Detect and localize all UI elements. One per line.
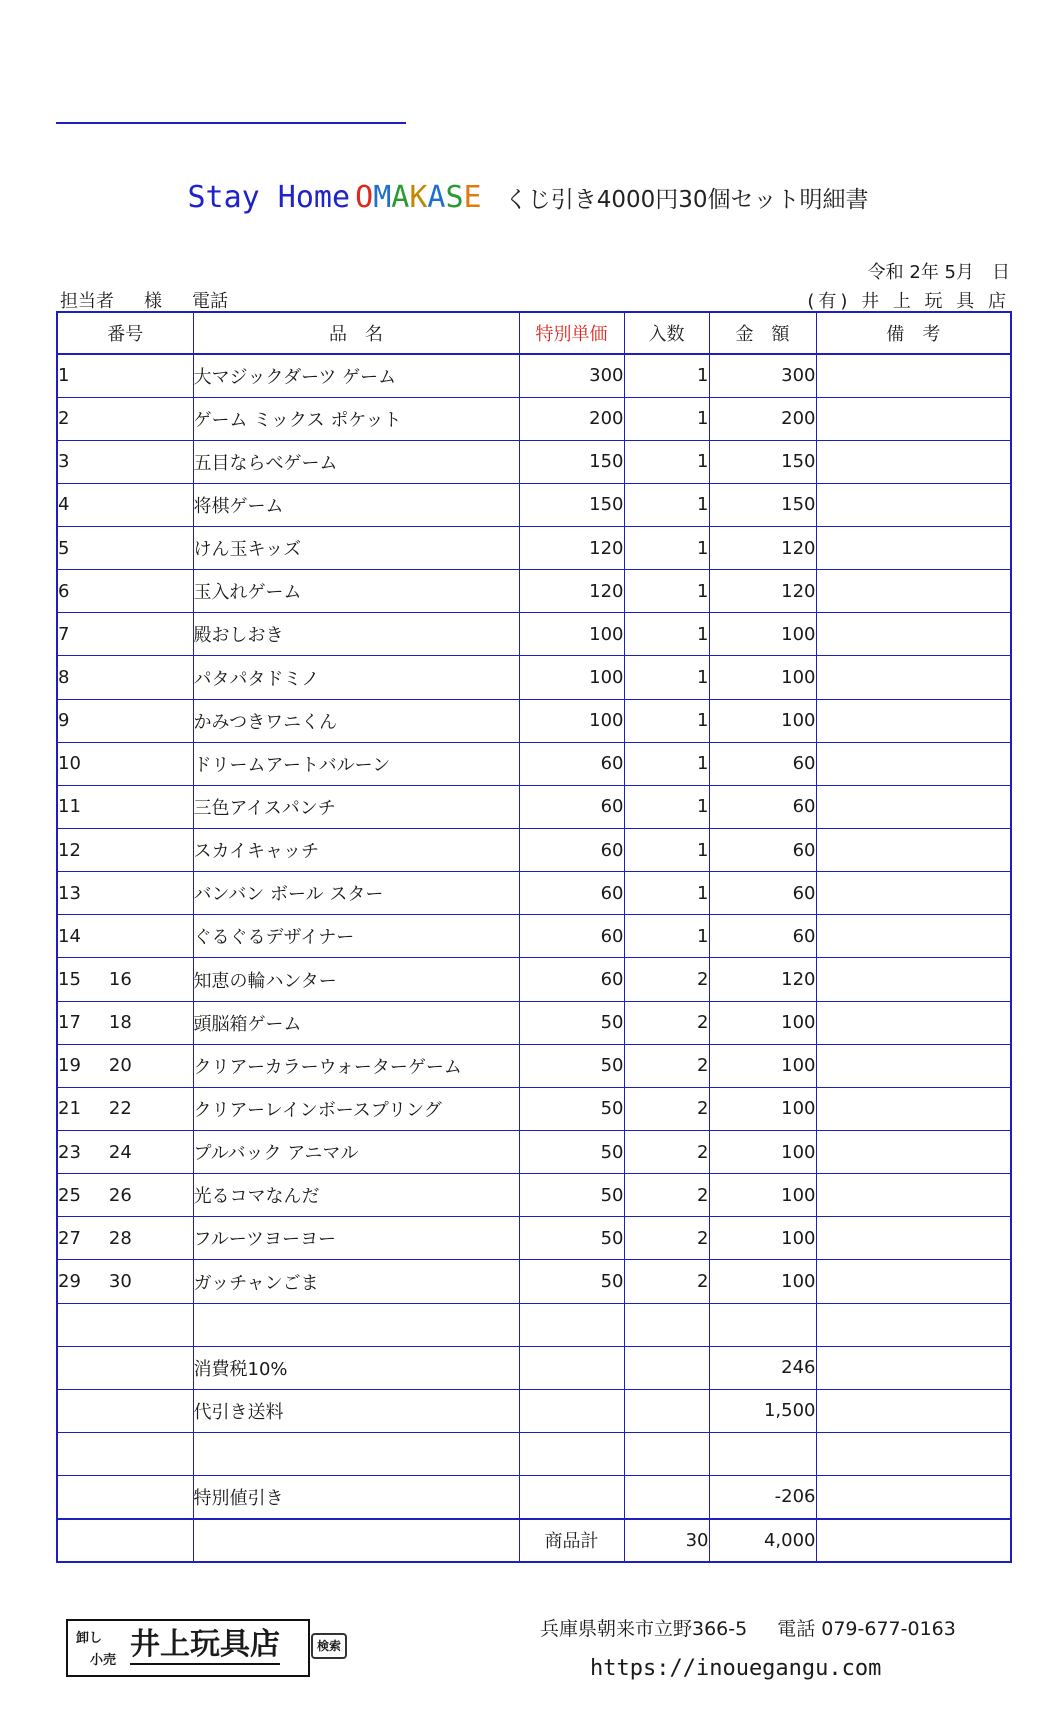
- logo-retail: 小売: [90, 1653, 117, 1668]
- row-amount: 150: [709, 440, 816, 483]
- row-price: 60: [519, 785, 624, 828]
- sama-label: 様: [144, 291, 162, 312]
- row-qty: 2: [624, 1044, 709, 1087]
- table-row: [57, 397, 1011, 440]
- table-row: [57, 613, 1011, 656]
- summary-row: [57, 1433, 1011, 1476]
- row-number-1: 25: [58, 1184, 81, 1206]
- row-qty: 1: [624, 872, 709, 915]
- row-price: 50: [519, 1174, 624, 1217]
- row-number: [57, 483, 193, 526]
- row-price: 150: [519, 440, 624, 483]
- row-qty: 1: [624, 699, 709, 742]
- summary-remarks: [816, 1346, 1011, 1389]
- row-number-1: 21: [58, 1098, 81, 1120]
- row-number-1: 12: [58, 839, 81, 861]
- recipient-line: [60, 287, 258, 313]
- row-remarks: [816, 1001, 1011, 1044]
- row-number: [57, 742, 193, 785]
- row-price: 200: [519, 397, 624, 440]
- row-remarks: [816, 1174, 1011, 1217]
- omakase-letter: A: [427, 180, 446, 215]
- row-number-1: 6: [58, 580, 70, 602]
- table-row: [57, 872, 1011, 915]
- row-remarks: [816, 1217, 1011, 1260]
- summary-remarks: [816, 1389, 1011, 1432]
- summary-label: 特別値引き: [193, 1476, 519, 1519]
- summary-amount: 246: [709, 1346, 816, 1389]
- row-item-name: バンバン ボール スター: [193, 872, 519, 915]
- row-item-name: 頭脳箱ゲーム: [193, 1001, 519, 1044]
- summary-remarks: [816, 1433, 1011, 1476]
- table-row: [57, 570, 1011, 613]
- shop-address: 兵庫県朝来市立野366-5: [540, 1618, 748, 1640]
- table-row: [57, 785, 1011, 828]
- row-price: 60: [519, 872, 624, 915]
- total-number: [57, 1519, 193, 1562]
- omakase-letter: E: [463, 180, 482, 215]
- row-qty: 1: [624, 397, 709, 440]
- col-number: 番号: [57, 312, 193, 354]
- summary-amount: -206: [709, 1476, 816, 1519]
- summary-price: [519, 1433, 624, 1476]
- row-qty: 1: [624, 354, 709, 397]
- row-qty: 2: [624, 1217, 709, 1260]
- row-number-1: 11: [58, 796, 81, 818]
- row-number: [57, 785, 193, 828]
- row-number: [57, 656, 193, 699]
- row-number-1: 14: [58, 925, 81, 947]
- row-amount: 120: [709, 527, 816, 570]
- search-button[interactable]: 検索: [311, 1633, 347, 1659]
- row-qty: 1: [624, 570, 709, 613]
- summary-label: 代引き送料: [193, 1389, 519, 1432]
- row-remarks: [816, 872, 1011, 915]
- row-qty: 1: [624, 915, 709, 958]
- summary-qty: [624, 1303, 709, 1346]
- shop-name: (有) 井 上 玩 具 店: [807, 291, 1010, 312]
- table-row: [57, 440, 1011, 483]
- row-qty: 2: [624, 1174, 709, 1217]
- row-price: 50: [519, 1044, 624, 1087]
- row-number-1: 13: [58, 882, 81, 904]
- title-stay-home: Stay Home: [187, 180, 351, 215]
- omakase-letter: M: [373, 180, 392, 215]
- row-qty: 2: [624, 958, 709, 1001]
- row-number: [57, 354, 193, 397]
- summary-price: [519, 1346, 624, 1389]
- summary-label: [193, 1303, 519, 1346]
- row-item-name: ガッチャンごま: [193, 1260, 519, 1303]
- row-amount: 100: [709, 1087, 816, 1130]
- row-number-1: 8: [58, 667, 70, 689]
- row-number: [57, 915, 193, 958]
- row-number-1: 29: [58, 1271, 81, 1293]
- summary-number: [57, 1389, 193, 1432]
- shop-phone: 電話 079-677-0163: [777, 1618, 956, 1640]
- row-price: 50: [519, 1217, 624, 1260]
- row-qty: 1: [624, 829, 709, 872]
- row-number-1: 3: [58, 451, 70, 473]
- issue-date: 令和 2年 5月 日: [867, 262, 1010, 283]
- row-amount: 120: [709, 570, 816, 613]
- row-number: [57, 1044, 193, 1087]
- row-amount: 200: [709, 397, 816, 440]
- row-price: 50: [519, 1001, 624, 1044]
- row-number-1: 27: [58, 1227, 81, 1249]
- row-qty: 2: [624, 1260, 709, 1303]
- row-amount: 300: [709, 354, 816, 397]
- row-remarks: [816, 1087, 1011, 1130]
- row-remarks: [816, 1044, 1011, 1087]
- row-amount: 100: [709, 699, 816, 742]
- table-row: [57, 1131, 1011, 1174]
- title-rest: くじ引き4000円30個セット明細書: [504, 187, 869, 213]
- person-label: 担当者: [60, 291, 114, 312]
- row-remarks: [816, 958, 1011, 1001]
- row-number-2: 18: [108, 1012, 132, 1034]
- row-amount: 150: [709, 483, 816, 526]
- summary-remarks: [816, 1476, 1011, 1519]
- summary-number: [57, 1303, 193, 1346]
- table-row: [57, 1217, 1011, 1260]
- row-item-name: クリアーカラーウォーターゲーム: [193, 1044, 519, 1087]
- row-amount: 100: [709, 1174, 816, 1217]
- row-number-1: 7: [58, 623, 70, 645]
- summary-qty: [624, 1346, 709, 1389]
- omakase-letter: S: [445, 180, 464, 215]
- row-number: [57, 1174, 193, 1217]
- row-qty: 1: [624, 613, 709, 656]
- summary-amount: [709, 1433, 816, 1476]
- logo-shop-name: 井上玩具店: [130, 1627, 280, 1665]
- table-row: [57, 656, 1011, 699]
- summary-amount: 1,500: [709, 1389, 816, 1432]
- row-item-name: ドリームアートバルーン: [193, 742, 519, 785]
- row-qty: 1: [624, 527, 709, 570]
- row-price: 100: [519, 656, 624, 699]
- row-qty: 2: [624, 1131, 709, 1174]
- row-amount: 100: [709, 1217, 816, 1260]
- row-price: 50: [519, 1131, 624, 1174]
- title-omakase: [355, 180, 481, 215]
- row-number: [57, 1131, 193, 1174]
- row-amount: 60: [709, 829, 816, 872]
- omakase-letter: O: [355, 180, 374, 215]
- row-remarks: [816, 440, 1011, 483]
- summary-row: [57, 1389, 1011, 1432]
- row-item-name: ゲーム ミックス ポケット: [193, 397, 519, 440]
- row-amount: 100: [709, 1260, 816, 1303]
- row-item-name: 玉入れゲーム: [193, 570, 519, 613]
- row-price: 60: [519, 958, 624, 1001]
- omakase-letter: K: [409, 180, 428, 215]
- shop-url[interactable]: https://inouegangu.com: [590, 1656, 882, 1681]
- row-price: 60: [519, 829, 624, 872]
- row-price: 50: [519, 1260, 624, 1303]
- row-number: [57, 1260, 193, 1303]
- row-qty: 1: [624, 785, 709, 828]
- row-number-1: 9: [58, 710, 70, 732]
- row-number: [57, 829, 193, 872]
- phone-label: 電話: [192, 291, 228, 312]
- summary-price: [519, 1303, 624, 1346]
- summary-number: [57, 1476, 193, 1519]
- table-row: [57, 1174, 1011, 1217]
- row-qty: 2: [624, 1001, 709, 1044]
- table-row: [57, 1044, 1011, 1087]
- summary-label: [193, 1433, 519, 1476]
- row-qty: 1: [624, 483, 709, 526]
- row-item-name: 将棋ゲーム: [193, 483, 519, 526]
- total-name: [193, 1519, 519, 1562]
- summary-row: [57, 1346, 1011, 1389]
- row-item-name: 三色アイスパンチ: [193, 785, 519, 828]
- table-row: [57, 699, 1011, 742]
- row-remarks: [816, 1260, 1011, 1303]
- shop-address-line: [540, 1614, 986, 1641]
- row-price: 100: [519, 699, 624, 742]
- row-item-name: 知恵の輪ハンター: [193, 958, 519, 1001]
- row-number-1: 23: [58, 1141, 81, 1163]
- row-number: [57, 872, 193, 915]
- row-item-name: かみつきワニくん: [193, 699, 519, 742]
- row-price: 150: [519, 483, 624, 526]
- summary-price: [519, 1476, 624, 1519]
- total-row: [57, 1519, 1011, 1562]
- total-amount: 4,000: [709, 1519, 816, 1562]
- row-number-1: 15: [58, 969, 81, 991]
- document-title: [0, 180, 1056, 215]
- row-number-1: 5: [58, 537, 70, 559]
- row-remarks: [816, 570, 1011, 613]
- row-item-name: パタパタドミノ: [193, 656, 519, 699]
- row-amount: 120: [709, 958, 816, 1001]
- row-number-2: 22: [108, 1098, 132, 1120]
- row-remarks: [816, 1131, 1011, 1174]
- row-amount: 60: [709, 785, 816, 828]
- row-remarks: [816, 829, 1011, 872]
- row-number-2: 30: [108, 1271, 132, 1293]
- row-remarks: [816, 656, 1011, 699]
- row-number: [57, 1217, 193, 1260]
- row-number-2: 16: [108, 969, 132, 991]
- table-row: [57, 915, 1011, 958]
- row-price: 120: [519, 527, 624, 570]
- table-row: [57, 1001, 1011, 1044]
- row-remarks: [816, 915, 1011, 958]
- table-row: [57, 742, 1011, 785]
- table-row: [57, 1087, 1011, 1130]
- detail-table: [56, 311, 1012, 1563]
- row-number: [57, 613, 193, 656]
- summary-number: [57, 1433, 193, 1476]
- col-quantity: 入数: [624, 312, 709, 354]
- col-amount: 金 額: [709, 312, 816, 354]
- summary-qty: [624, 1389, 709, 1432]
- summary-label: 消費税10%: [193, 1346, 519, 1389]
- row-item-name: 殿おしおき: [193, 613, 519, 656]
- summary-remarks: [816, 1303, 1011, 1346]
- row-number-1: 1: [58, 365, 70, 387]
- row-price: 300: [519, 354, 624, 397]
- row-amount: 100: [709, 1044, 816, 1087]
- summary-number: [57, 1346, 193, 1389]
- row-item-name: 光るコマなんだ: [193, 1174, 519, 1217]
- row-item-name: ぐるぐるデザイナー: [193, 915, 519, 958]
- summary-qty: [624, 1476, 709, 1519]
- row-number-2: 20: [108, 1055, 132, 1077]
- row-price: 60: [519, 742, 624, 785]
- row-number: [57, 397, 193, 440]
- table-row: [57, 958, 1011, 1001]
- row-number-2: 26: [108, 1184, 132, 1206]
- row-number-1: 4: [58, 494, 70, 516]
- row-number: [57, 1087, 193, 1130]
- total-qty: 30: [624, 1519, 709, 1562]
- table-row: [57, 829, 1011, 872]
- row-number-1: 17: [58, 1012, 81, 1034]
- row-amount: 100: [709, 1001, 816, 1044]
- row-number: [57, 440, 193, 483]
- table-row: [57, 1260, 1011, 1303]
- row-amount: 60: [709, 872, 816, 915]
- col-item-name: 品 名: [193, 312, 519, 354]
- row-remarks: [816, 527, 1011, 570]
- row-item-name: フルーツヨーヨー: [193, 1217, 519, 1260]
- row-item-name: スカイキャッチ: [193, 829, 519, 872]
- row-number: [57, 570, 193, 613]
- summary-row: [57, 1303, 1011, 1346]
- row-number-2: 28: [108, 1227, 132, 1249]
- row-item-name: けん玉キッズ: [193, 527, 519, 570]
- summary-amount: [709, 1303, 816, 1346]
- col-remarks: 備 考: [816, 312, 1011, 354]
- logo-wholesale: 卸し: [76, 1631, 103, 1646]
- summary-price: [519, 1389, 624, 1432]
- row-item-name: クリアーレインボースプリング: [193, 1087, 519, 1130]
- row-price: 50: [519, 1087, 624, 1130]
- row-number: [57, 699, 193, 742]
- row-qty: 1: [624, 656, 709, 699]
- row-number-1: 19: [58, 1055, 81, 1077]
- row-remarks: [816, 354, 1011, 397]
- summary-qty: [624, 1433, 709, 1476]
- row-number-1: 10: [58, 753, 81, 775]
- row-number-2: 24: [108, 1141, 132, 1163]
- row-price: 120: [519, 570, 624, 613]
- total-label: 商品計: [519, 1519, 624, 1562]
- row-number: [57, 958, 193, 1001]
- table-row: [57, 354, 1011, 397]
- row-amount: 60: [709, 742, 816, 785]
- table-row: [57, 483, 1011, 526]
- row-qty: 2: [624, 1087, 709, 1130]
- shop-logo: [66, 1619, 310, 1677]
- row-qty: 1: [624, 440, 709, 483]
- col-special-price: 特別単価: [519, 312, 624, 354]
- row-number-1: 2: [58, 408, 70, 430]
- row-remarks: [816, 785, 1011, 828]
- row-number: [57, 1001, 193, 1044]
- row-amount: 60: [709, 915, 816, 958]
- row-amount: 100: [709, 1131, 816, 1174]
- row-amount: 100: [709, 656, 816, 699]
- row-remarks: [816, 742, 1011, 785]
- row-number: [57, 527, 193, 570]
- row-price: 100: [519, 613, 624, 656]
- row-item-name: 大マジックダーツ ゲーム: [193, 354, 519, 397]
- row-item-name: プルバック アニマル: [193, 1131, 519, 1174]
- row-price: 60: [519, 915, 624, 958]
- table-row: [57, 527, 1011, 570]
- row-remarks: [816, 699, 1011, 742]
- row-remarks: [816, 483, 1011, 526]
- row-remarks: [816, 397, 1011, 440]
- row-qty: 1: [624, 742, 709, 785]
- total-remarks: [816, 1519, 1011, 1562]
- table-header-row: [57, 312, 1011, 354]
- summary-row: [57, 1476, 1011, 1519]
- row-remarks: [816, 613, 1011, 656]
- top-underline: [56, 122, 406, 124]
- row-amount: 100: [709, 613, 816, 656]
- omakase-letter: A: [391, 180, 410, 215]
- row-item-name: 五目ならべゲーム: [193, 440, 519, 483]
